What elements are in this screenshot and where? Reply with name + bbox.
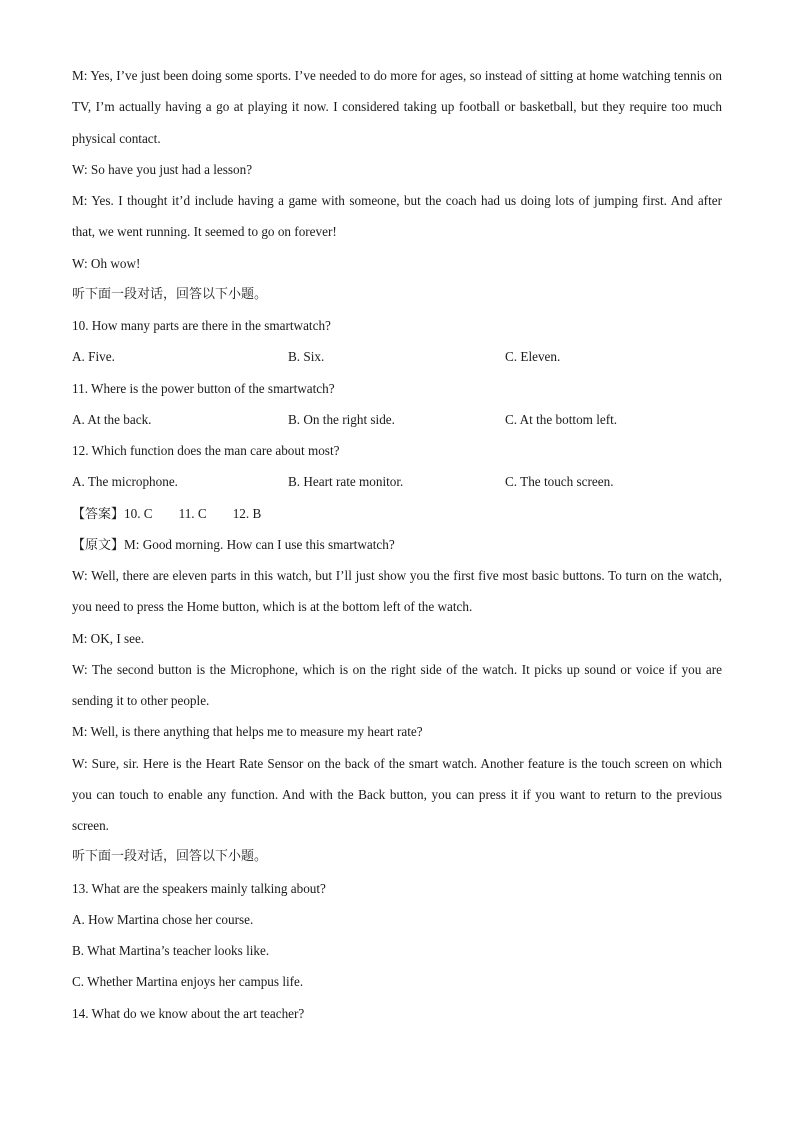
answer-item: 11. C bbox=[178, 505, 207, 521]
transcript-line: W: The second button is the Microphone, which is on the right side of the watch. It picks up sound or voice if you are sending it to other people. bbox=[72, 661, 722, 708]
answer-key bbox=[72, 498, 722, 529]
dialogue-line: M: Yes, I’ve just been doing some sports. I’ve needed to do more for ages, so instead of sitting at home watching tennis on TV, I’m actually having a go at playing it now. I considered taking up football or basketball, but they require too much physical contact. bbox=[72, 68, 722, 146]
transcript-line: M: Well, is there anything that helps me to measure my heart rate? bbox=[72, 724, 423, 740]
question-stem: 12. Which function does the man care about most? bbox=[72, 443, 340, 458]
question-stem: 10. How many parts are there in the smartwatch? bbox=[72, 318, 331, 333]
question-stem: 11. Where is the power button of the smartwatch? bbox=[72, 380, 335, 396]
document-page bbox=[72, 60, 722, 1029]
section-instruction: 听下面一段对话，回答以下小题。 bbox=[72, 849, 268, 865]
transcript-line: W: Well, there are eleven parts in this watch, but I’ll just show you the first five most basic buttons. To turn on the watch, you need to press the Home button, which is at the bottom left of the watch. bbox=[72, 568, 722, 615]
question-options bbox=[72, 404, 722, 435]
option-b: B. On the right side. bbox=[288, 411, 395, 427]
option-c: C. The touch screen. bbox=[505, 474, 614, 490]
transcript-first-line bbox=[72, 529, 722, 560]
option-b: B. Heart rate monitor. bbox=[288, 474, 404, 490]
option-b: B. Six. bbox=[288, 349, 325, 365]
section-instruction: 听下面一段对话，回答以下小题。 bbox=[72, 286, 268, 302]
option-c: C. Whether Martina enjoys her campus life. bbox=[72, 974, 304, 990]
dialogue-line: W: Oh wow! bbox=[72, 255, 141, 271]
question-options bbox=[72, 466, 722, 497]
option-a: A. The microphone. bbox=[72, 474, 178, 490]
answer-item: 12. B bbox=[232, 505, 262, 521]
answer-tag: 【答案】 bbox=[72, 506, 125, 522]
question-stem: 14. What do we know about the art teacher? bbox=[72, 1005, 305, 1021]
question-options bbox=[72, 341, 722, 372]
option-b: B. What Martina’s teacher looks like. bbox=[72, 943, 270, 958]
option-a: A. How Martina chose her course. bbox=[72, 911, 254, 927]
transcript-line: M: Good morning. How can I use this smartwatch? bbox=[124, 536, 395, 552]
question-stem: 13. What are the speakers mainly talking about? bbox=[72, 880, 326, 896]
transcript-line: W: Sure, sir. Here is the Heart Rate Sensor on the back of the smart watch. Another feature is the touch screen on which you can touch to enable any function. And with the Back button, you can press it if you want to return to the previous screen. bbox=[72, 755, 722, 833]
option-a: A. At the back. bbox=[72, 411, 152, 427]
option-c: C. Eleven. bbox=[505, 349, 561, 365]
dialogue-line: M: Yes. I thought it’d include having a game with someone, but the coach had us doing lots of jumping first. And after that, we went running. It seemed to go on forever! bbox=[72, 193, 722, 240]
transcript-line: M: OK, I see. bbox=[72, 630, 145, 646]
option-c: C. At the bottom left. bbox=[505, 411, 618, 427]
option-a: A. Five. bbox=[72, 349, 115, 365]
answer-item: 10. C bbox=[124, 505, 153, 521]
dialogue-line: W: So have you just had a lesson? bbox=[72, 161, 253, 177]
transcript-tag: 【原文】 bbox=[72, 537, 125, 553]
